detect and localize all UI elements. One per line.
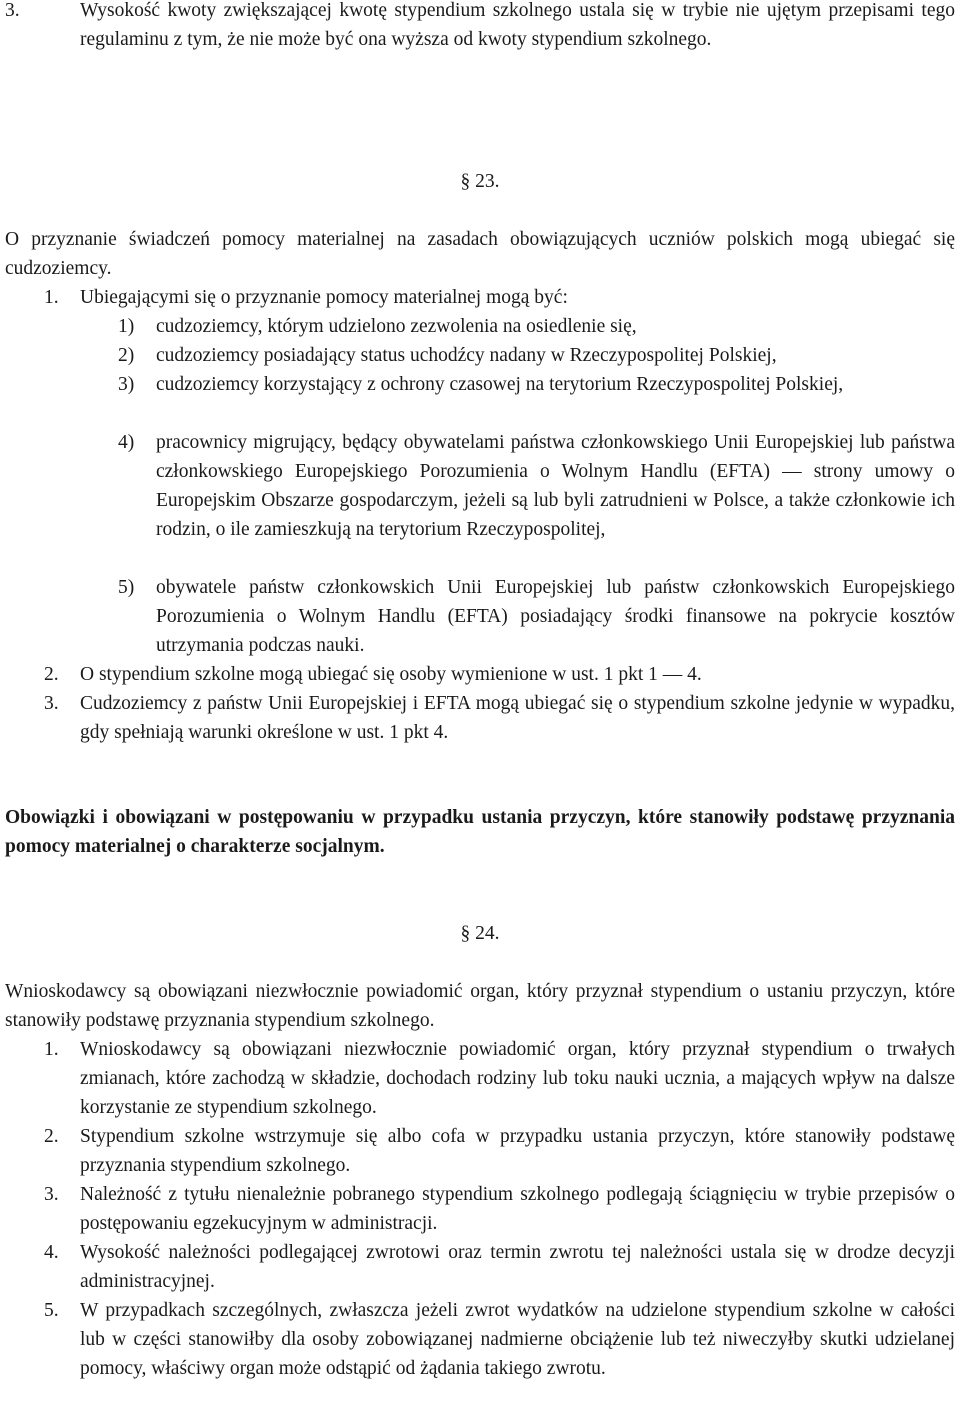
section-24-title: § 24. [460, 923, 500, 944]
sub-item-3 [118, 370, 955, 399]
list-item-24-1 [44, 1035, 955, 1122]
section-24-intro: Wnioskodawcy są obowiązani niezwłocznie powiadomić organ, który przyznał stypendium o ustaniu przyczyn, które stanowiły podstawę przyznania stypendium szkolnego. [5, 981, 955, 1031]
item-text: Cudzoziemcy z państw Unii Europejskiej i EFTA mogą ubiegać się o stypendium szkolne jedynie w wypadku, gdy spełniają warunki określone w ust. 1 pkt 4. [80, 693, 955, 743]
item-text: Wysokość należności podlegającej zwrotowi oraz termin zwrotu tej należności ustala się w drodze decyzji administracyjnej. [80, 1242, 955, 1292]
list-item-24-5 [44, 1296, 955, 1383]
sub-item-text: cudzoziemcy korzystający z ochrony czasowej na terytorium Rzeczypospolitej Polskiej, [156, 374, 844, 395]
item-text: O stypendium szkolne mogą ubiegać się osoby wymienione w ust. 1 pkt 1 — 4. [80, 664, 702, 685]
item-number: 4. [44, 1242, 59, 1263]
item-text: Stypendium szkolne wstrzymuje się albo cofa w przypadku ustania przyczyn, które stanowiły podstawę przyznania stypendium szkolnego. [80, 1126, 955, 1176]
item-number: 1. [44, 287, 59, 308]
item-text: Ubiegającymi się o przyznanie pomocy materialnej mogą być: [80, 287, 568, 308]
list-item-24-4 [44, 1238, 955, 1296]
item-text: W przypadkach szczególnych, zwłaszcza jeżeli zwrot wydatków na udzielone stypendium szkolne w całości lub w części stanowiłby dla osoby zobowiązanej nadmierne obciążenie lub też niweczyłby skutki udzielanej pomocy, właściwy organ może odstąpić od żądania takiego zwrotu. [80, 1300, 955, 1379]
sub-item-number: 2) [118, 345, 135, 366]
sub-item-1 [118, 312, 955, 341]
sub-item-number: 4) [118, 432, 135, 453]
item-number: 3. [5, 0, 20, 21]
list-item-23-3 [44, 689, 955, 747]
item-text: Należność z tytułu nienależnie pobranego stypendium szkolnego podlegają ściągnięciu w trybie przepisów o postępowaniu egzekucyjnym w administracji. [80, 1184, 955, 1234]
item-text: Wysokość kwoty zwiększającej kwotę stypendium szkolnego ustala się w trybie nie ujętym przepisami tego regulaminu z tym, że nie może być ona wyższa od kwoty stypendium szkolnego. [80, 0, 955, 50]
item-number: 2. [44, 664, 59, 685]
section-23-title: § 23. [460, 171, 500, 192]
list-item-top-3 [5, 0, 955, 54]
item-text: Wnioskodawcy są obowiązani niezwłocznie powiadomić organ, który przyznał stypendium o trwałych zmianach, które zachodzą w składzie, dochodach rodziny lub toku nauki ucznia, a mających wpływ na dalsze korzystanie ze stypendium szkolnego. [80, 1039, 955, 1118]
list-item-24-3 [44, 1180, 955, 1238]
item-number: 5. [44, 1300, 59, 1321]
sub-item-text: obywatele państw członkowskich Unii Europejskiej lub państw członkowskich Europejskiego Porozumienia o Wolnym Handlu (EFTA) posiadający środki finansowe na pokrycie kosztów utrzymania podczas nauki. [156, 577, 955, 656]
section-heading: Obowiązki i obowiązani w postępowaniu w przypadku ustania przyczyn, które stanowiły podstawę przyznania pomocy materialnej o charakterze socjalnym. [5, 807, 955, 857]
sub-item-text: cudzoziemcy posiadający status uchodźcy nadany w Rzeczypospolitej Polskiej, [156, 345, 777, 366]
item-number: 3. [44, 1184, 59, 1205]
sub-item-text: pracownicy migrujący, będący obywatelami państwa członkowskiego Unii Europejskiej lub państwa członkowskiego Europejskiego Porozumienia o Wolnym Handlu (EFTA) — strony umowy o Europejskim Obszarze gospodarczym, jeżeli są lub byli zatrudnieni w Polsce, a także członkowie ich rodzin, o ile zamieszkują na terytorium Rzeczypospolitej, [156, 432, 955, 540]
list-item-23-2 [44, 660, 955, 689]
sub-item-number: 1) [118, 316, 135, 337]
item-number: 1. [44, 1039, 59, 1060]
sub-item-number: 3) [118, 374, 135, 395]
item-number: 2. [44, 1126, 59, 1147]
sub-item-4 [118, 428, 955, 544]
sub-item-2 [118, 341, 955, 370]
list-item-23-1 [44, 283, 955, 312]
list-item-24-2 [44, 1122, 955, 1180]
sub-item-text: cudzoziemcy, którym udzielono zezwolenia na osiedlenie się, [156, 316, 637, 337]
item-number: 3. [44, 693, 59, 714]
section-23-intro: O przyznanie świadczeń pomocy materialnej na zasadach obowiązujących uczniów polskich mogą ubiegać się cudzoziemcy. [5, 229, 955, 279]
sub-item-number: 5) [118, 577, 135, 598]
sub-item-5 [118, 573, 955, 660]
